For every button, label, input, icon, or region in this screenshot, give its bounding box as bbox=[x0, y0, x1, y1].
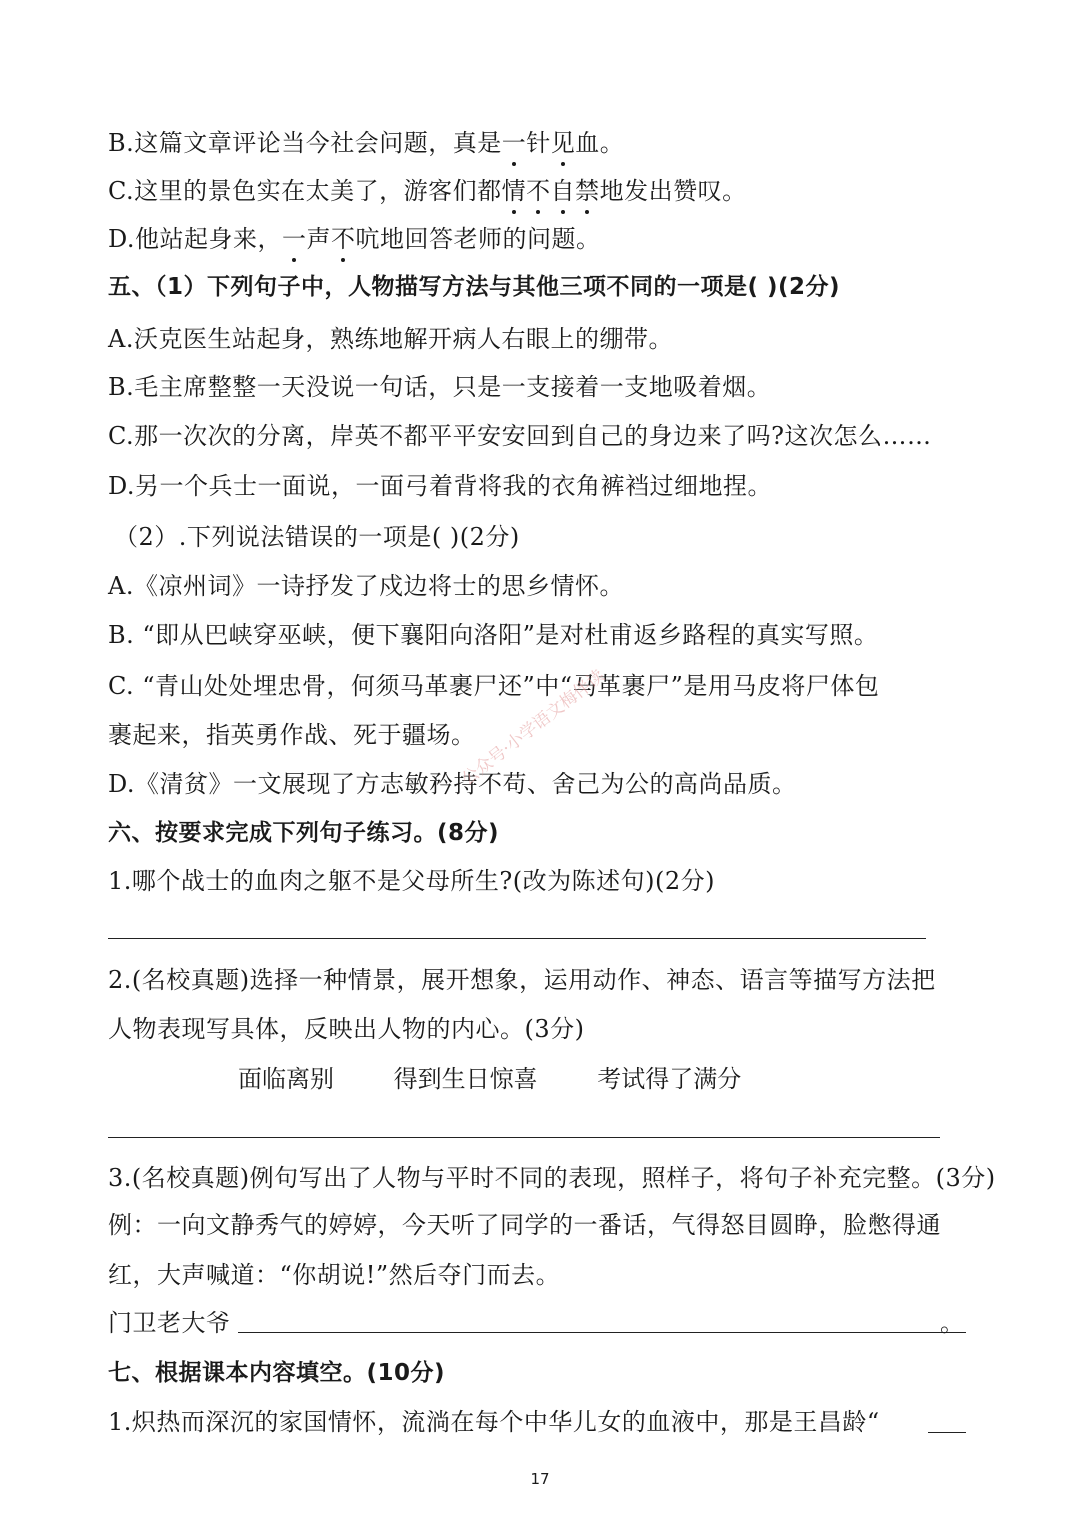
question-5-2: （2）.下列说法错误的一项是( )(2分) bbox=[114, 523, 520, 551]
option-5-1a: A.沃克医生站起身，熟练地解开病人右眼上的绷带。 bbox=[108, 325, 673, 353]
text-segment: 声 bbox=[306, 225, 332, 253]
text-segment: 吭 bbox=[355, 225, 381, 253]
emphasis-char: 不 bbox=[331, 222, 356, 256]
fill-in-end: 。 bbox=[940, 1309, 965, 1337]
answer-line-6-3[interactable] bbox=[238, 1332, 966, 1333]
answer-line-6-1[interactable] bbox=[108, 938, 926, 939]
question-6-1: 1.哪个战士的血肉之躯不是父母所生?(改为陈述句)(2分) bbox=[108, 867, 715, 895]
example-sentence: 例：一向文静秀气的婷婷，今天听了同学的一番话，气得怒目圆睁，脸憋得通 bbox=[108, 1211, 941, 1239]
option-5-2c: C. “青山处处埋忠骨，何须马革裹尸还”中“马革裹尸”是用马皮将尸体包 bbox=[108, 672, 880, 700]
text-segment: B.这篇文章评论当今社会问题，真是 bbox=[108, 129, 502, 157]
option-5-1d: D.另一个兵士一面说，一面弓着背将我的衣角裤裆过细地捏。 bbox=[108, 472, 773, 500]
answer-line-6-2[interactable] bbox=[108, 1137, 940, 1138]
option-5-1c: C.那一次次的分离，岸英不都平平安安回到自己的身边来了吗?这次怎么…… bbox=[108, 422, 932, 450]
option-4c bbox=[108, 174, 747, 208]
question-6-2: 2.(名校真题)选择一种情景，展开想象，运用动作、神态、语言等描写方法把 bbox=[108, 966, 936, 994]
answer-line-7-1[interactable] bbox=[928, 1432, 966, 1433]
text-segment: 地回答老师的问题。 bbox=[380, 225, 601, 253]
scenario-options bbox=[238, 1062, 793, 1096]
scenario-option: 得到生日惊喜 bbox=[393, 1065, 538, 1093]
fill-in-prefix: 门卫老大爷 bbox=[108, 1309, 231, 1337]
question-7-1: 1.炽热而深沉的家国情怀，流淌在每个中华儿女的血液中，那是王昌龄“ bbox=[108, 1408, 880, 1436]
emphasis-char: 不 bbox=[526, 174, 551, 208]
section-7-heading: 七、根据课本内容填空。(10分) bbox=[108, 1360, 446, 1386]
scenario-option: 面临离别 bbox=[238, 1065, 334, 1093]
option-4b bbox=[108, 126, 624, 160]
scenario-option: 考试得了满分 bbox=[597, 1065, 742, 1093]
text-segment: 地发出赞叹。 bbox=[599, 177, 747, 205]
watermark: 公众号·小学语文梅伴读 bbox=[458, 665, 609, 790]
emphasis-char: 一 bbox=[282, 222, 307, 256]
text-segment: 血 bbox=[575, 129, 600, 157]
text-segment: D.他站起身来， bbox=[108, 225, 283, 253]
question-6-2-continued: 人物表现写具体，反映出人物的内心。(3分) bbox=[108, 1015, 585, 1043]
text-segment: C.这里的景色实在太美了，游客们都 bbox=[108, 177, 502, 205]
option-5-1b: B.毛主席整整一天没说一句话，只是一支接着一支地吸着烟。 bbox=[108, 373, 772, 401]
text-segment: 。 bbox=[599, 129, 625, 157]
emphasis-char: 情 bbox=[502, 174, 527, 208]
emphasis-char: 自 bbox=[551, 174, 576, 208]
option-5-2d: D.《清贫》一文展现了方志敏矜持不苟、舍己为公的高尚品质。 bbox=[108, 770, 797, 798]
section-6-heading: 六、按要求完成下列句子练习。(8分) bbox=[108, 820, 500, 846]
emphasis-char: 禁 bbox=[575, 174, 600, 208]
page-number: 17 bbox=[530, 1470, 550, 1488]
emphasis-char: 一 bbox=[502, 126, 527, 160]
section-5-question-1: 五、（1）下列句子中，人物描写方法与其他三项不同的一项是( )(2分) bbox=[108, 274, 841, 300]
option-4d bbox=[108, 222, 601, 256]
question-6-3: 3.(名校真题)例句写出了人物与平时不同的表现，照样子，将句子补充完整。(3分) bbox=[108, 1164, 996, 1192]
option-5-2a: A.《凉州词》一诗抒发了戍边将士的思乡情怀。 bbox=[108, 572, 624, 600]
option-5-2c-continued: 裹起来，指英勇作战、死于疆场。 bbox=[108, 721, 476, 749]
emphasis-char: 见 bbox=[551, 126, 576, 160]
text-segment: 针 bbox=[526, 129, 551, 157]
example-sentence-continued: 红，大声喊道：“你胡说!”然后夺门而去。 bbox=[108, 1261, 561, 1289]
option-5-2b: B. “即从巴峡穿巫峡，便下襄阳向洛阳”是对杜甫返乡路程的真实写照。 bbox=[108, 621, 879, 649]
